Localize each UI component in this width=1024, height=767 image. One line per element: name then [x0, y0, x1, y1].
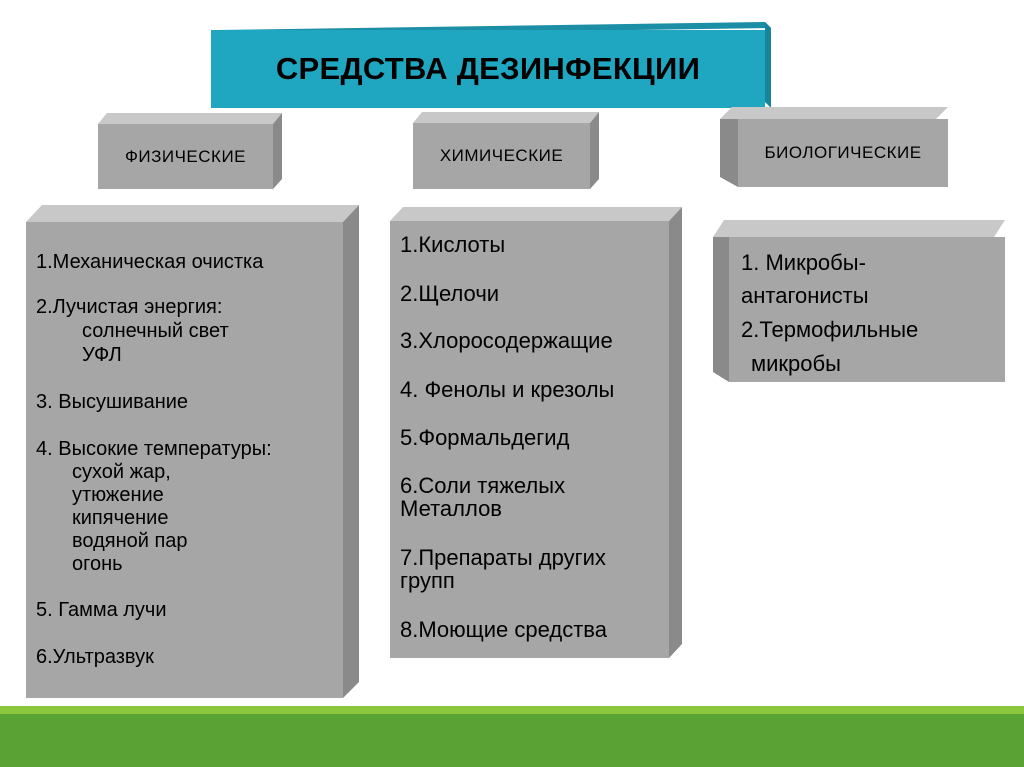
- physical-item-4-sub-5: огонь: [72, 553, 123, 575]
- chemical-item-6-cont: Металлов: [400, 496, 502, 521]
- category-box-biological: [720, 107, 948, 187]
- chemical-item-4: 4. Фенолы и крезолы: [400, 377, 615, 402]
- chemical-item-7-cont: групп: [400, 568, 455, 593]
- chemical-item-5: 5.Формальдегид: [400, 425, 570, 450]
- category-box-chemical: [413, 112, 599, 189]
- physical-item-2-sub-1: солнечный свет: [82, 320, 229, 342]
- chemical-item-6: 6.Соли тяжелых: [400, 473, 566, 498]
- biological-item-2: 2.Термофильные: [741, 317, 919, 342]
- physical-list: [26, 205, 343, 698]
- title-box: [211, 22, 771, 108]
- category-label-physical: ФИЗИЧЕСКИЕ: [124, 146, 247, 166]
- category-label-biological: БИОЛОГИЧЕСКИЕ: [764, 143, 922, 162]
- page-title: СРЕДСТВА ДЕЗИНФЕКЦИИ: [275, 51, 701, 86]
- physical-item-4-sub-1: сухой жар,: [72, 461, 171, 483]
- physical-item-2: 2.Лучистая энергия:: [36, 296, 223, 318]
- biological-item-2-cont: микробы: [751, 351, 841, 376]
- biological-item-1-cont: антагонисты: [741, 283, 869, 308]
- physical-item-4-sub-4: водяной пар: [72, 530, 188, 552]
- physical-item-1: 1.Механическая очистка: [36, 251, 264, 273]
- category-label-chemical: ХИМИЧЕСКИЕ: [439, 146, 564, 165]
- physical-item-4-sub-3: кипячение: [72, 507, 169, 529]
- category-box-physical: [98, 113, 282, 189]
- chemical-list: [390, 207, 669, 658]
- chemical-item-7: 7.Препараты других: [400, 545, 606, 570]
- physical-item-4-sub-2: утюжение: [72, 484, 164, 506]
- biological-item-1: 1. Микробы-: [741, 250, 866, 275]
- chemical-item-8: 8.Моющие средства: [400, 617, 607, 642]
- chemical-list-box: [390, 207, 682, 658]
- physical-item-3: 3. Высушивание: [36, 391, 189, 413]
- physical-item-4: 4. Высокие температуры:: [36, 438, 272, 460]
- footer-bar: [0, 714, 1024, 767]
- physical-item-5: 5. Гамма лучи: [36, 599, 167, 621]
- physical-item-6: 6.Ультразвук: [36, 646, 154, 668]
- physical-item-2-sub-2: УФЛ: [82, 344, 122, 366]
- chemical-item-3: 3.Хлоросодержащие: [400, 328, 613, 353]
- biological-list-box: [713, 220, 1005, 382]
- chemical-item-2: 2.Щелочи: [400, 281, 500, 306]
- biological-list: [729, 220, 1005, 382]
- physical-list-box: [26, 205, 359, 698]
- footer-accent-stripe: [0, 706, 1024, 714]
- chemical-item-1: 1.Кислоты: [400, 232, 506, 257]
